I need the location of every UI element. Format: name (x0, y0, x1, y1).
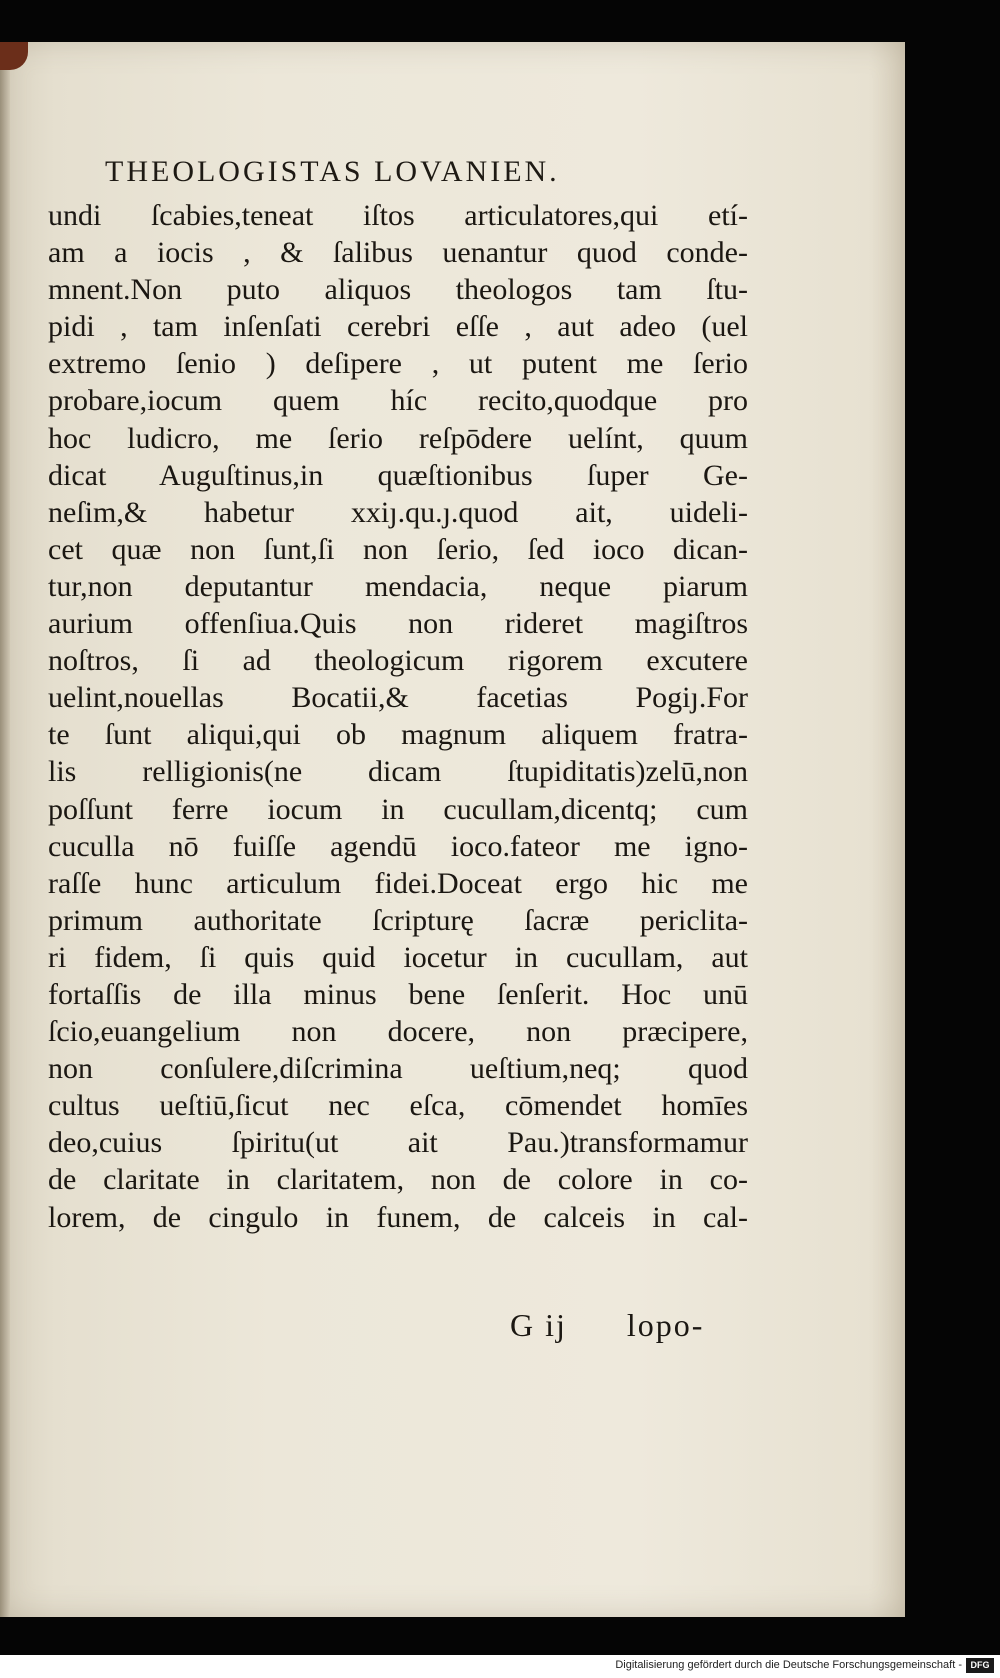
text-line: lorem, de cingulo in funem, de calceis in cal- (48, 1200, 748, 1234)
text-line: noſtros, ſi ad theologicum rigorem excutere (48, 644, 748, 678)
text-line: aurium offenſiua.Quis non rideret magiſtros (48, 607, 748, 641)
text-line: lis relligionis(ne dicam ſtupiditatis)zelū,non (48, 755, 748, 789)
text-line: tur,non deputantur mendacia, neque piarum (48, 569, 748, 603)
running-head: THEOLOGISTAS LOVANIEN. (105, 155, 560, 188)
text-line: neſim,& habetur xxiȷ.qu.ȷ.quod ait, uideli- (48, 495, 748, 529)
catchword: lopo- (626, 1307, 705, 1343)
text-line: de claritate in claritatem, non de colore in co- (48, 1163, 748, 1197)
text-line: primum authoritate ſcripturę ſacræ periclita- (48, 903, 748, 937)
footer-credit: Digitalisierung gefördert durch die Deutsche Forschungsgemeinschaft - (615, 1659, 962, 1671)
text-line: hoc ludicro, me ſerio reſpōdere uelínt, quum (48, 421, 748, 455)
corner-stain (0, 42, 28, 70)
text-line: dicat Auguſtinus,in quæſtionibus ſuper Ge- (48, 458, 748, 492)
text-line: uelint,nouellas Bocatii,& facetias Pogiȷ.For (48, 681, 748, 715)
page-binding-edge (0, 42, 10, 1617)
text-line: undi ſcabies,teneat iſtos articulatores,qui etí- (48, 199, 748, 232)
dfg-logo: DFG (966, 1658, 994, 1673)
text-line: extremo ſenio ) deſipere , ut putent me ſerio (48, 347, 748, 381)
text-line: poſſunt ferre iocum in cucullam,dicentq; cum (48, 792, 748, 826)
text-line: cuculla nō fuiſſe agendū ioco.fateor me igno- (48, 829, 748, 863)
signature-line (510, 1307, 730, 1344)
text-line: ſcio,euangelium non docere, non præcipere, (48, 1015, 748, 1049)
text-line: non conſulere,diſcrimina ueſtium,neq; quod (48, 1052, 748, 1086)
body-text (48, 197, 748, 1236)
text-line: pidi , tam inſenſati cerebri eſſe , aut adeo (uel (48, 310, 748, 344)
text-line: deo,cuius ſpiritu(ut ait Pau.)transformamur (48, 1126, 748, 1160)
text-line: cet quæ non ſunt,ſi non ſerio, ſed ioco dican- (48, 532, 748, 566)
text-line: fortaſſis de illa minus bene ſenſerit. Hoc unū (48, 977, 748, 1011)
text-line: probare,iocum quem híc recito,quodque pro (48, 384, 748, 418)
text-line: am a iocis , & ſalibus uenantur quod conde- (48, 236, 748, 270)
signature-mark: G ij (510, 1307, 567, 1343)
text-line: raſſe hunc articulum fidei.Doceat ergo hic me (48, 866, 748, 900)
text-line: ri fidem, ſi quis quid iocetur in cucullam, aut (48, 940, 748, 974)
text-line: te ſunt aliqui,qui ob magnum aliquem fratra- (48, 718, 748, 752)
text-line: cultus ueſtiū,ſicut nec eſca, cōmendet homīes (48, 1089, 748, 1123)
text-line: mnent.Non puto aliquos theologos tam ſtu- (48, 273, 748, 307)
